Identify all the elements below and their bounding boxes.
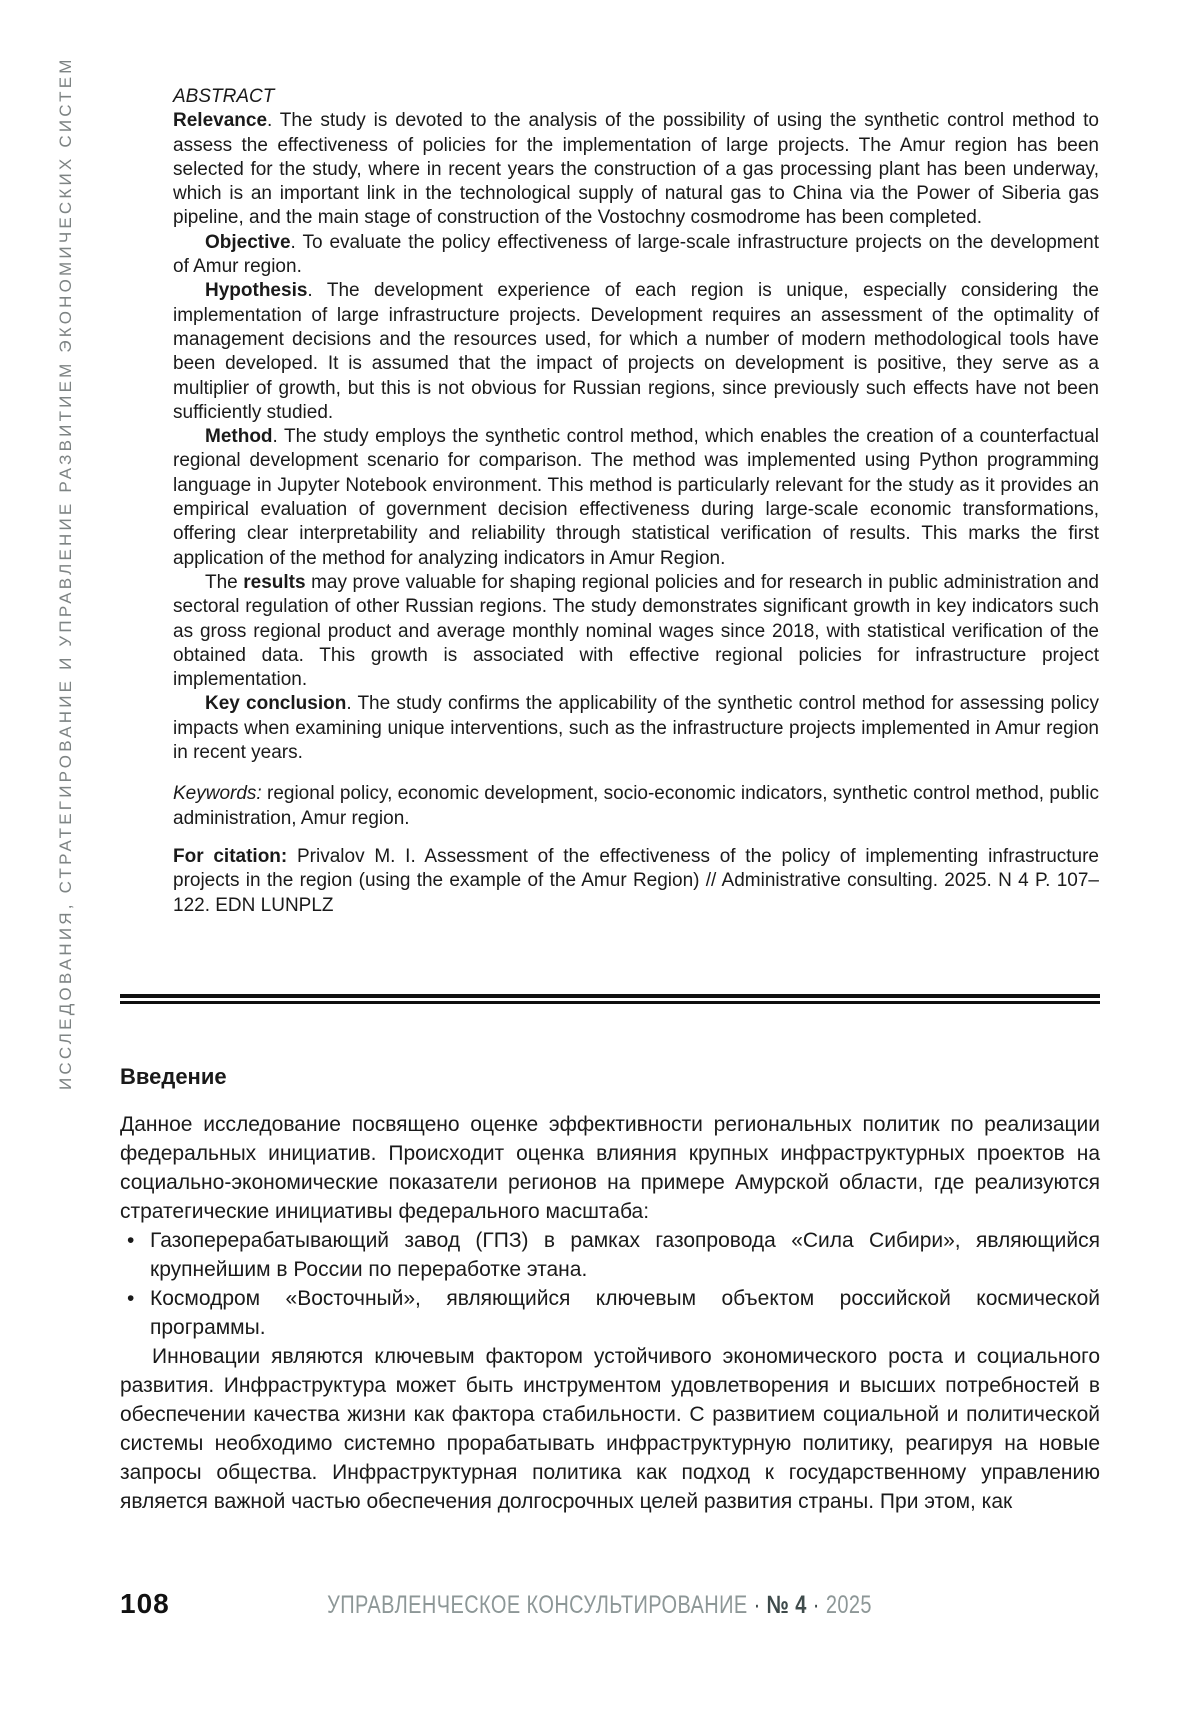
citation-text: Privalov M. I. Assessment of the effectiveness of the policy of implementing infrastructure projects in the region (using the example of the Amur Region) // Administrative consulting. 2025. N 4 P. 107–122. EDN LUNPLZ [173,845,1099,916]
section-vertical-label: ИССЛЕДОВАНИЯ, СТРАТЕГИРОВАНИЕ И УПРАВЛЕНИЕ РАЗВИТИЕМ ЭКОНОМИЧЕСКИХ СИСТЕМ [56,56,75,1090]
citation-label: For citation: [173,845,288,867]
paragraph-text: To evaluate the policy effectiveness of large-scale infrastructure projects on the development of Amur region. [173,231,1099,278]
double-rule-divider [120,994,1100,1004]
bullet-icon: • [127,1287,135,1310]
journal-footer-line [0,1591,1200,1620]
paragraph-text: The study employs the synthetic control method, which enables the creation of a counterfactual regional development scenario for comparison. The method was implemented using Python programming language in Jupyter Notebook environment. This method is particularly relevant for the study as it provides an empirical evaluation of government decision effectiveness during large-scale economic transformations, offering clear interpretability and reliability through statistical verification of results. This marks the first application of the method for analyzing indicators in Amur Region. [173,426,1099,569]
paragraph-text: The development experience of each region is unique, especially considering the implementation of large infrastructure projects. Development requires an assessment of the optimality of management decisions and the resources used, for which a number of modern methodological tools have been developed. It is assumed that the impact of projects on development is positive, they serve as a multiplier of growth, but this is not obvious for Russian regions, since previously such effects have not been sufficiently studied. [173,280,1099,423]
keywords-paragraph [173,782,1099,831]
abstract-paragraph-key-conclusion [173,692,1099,765]
list-item [120,1284,1100,1342]
introduction-heading: Введение [120,1064,227,1089]
abstract-paragraph-hypothesis [173,279,1099,425]
paragraph-separator: . [290,231,303,253]
abstract-paragraph-objective [173,231,1099,280]
citation-paragraph [173,845,1099,918]
paragraph-label: Objective [205,231,291,253]
paragraph-text: may prove valuable for shaping regional policies and for research in public administration and sectoral regulation of other Russian regions. The study demonstrates significant growth in key indicators such as gross regional product and average monthly nominal wages since 2018, with statistical verification of the obtained data. This growth is associated with effective regional policies for infrastructure project implementation. [173,571,1099,691]
paragraph-label: results [243,571,306,593]
paragraph-label: Hypothesis [205,280,308,302]
paragraph-separator: . [267,110,280,132]
issue-number: № 4 [767,1591,808,1619]
paragraph-separator: . [272,426,284,448]
keywords-text: regional policy, economic development, socio-economic indicators, synthetic control method, public administration, Amur region. [173,783,1099,829]
abstract-paragraph-relevance [173,109,1099,230]
list-item-text: Космодром «Восточный», являющийся ключевым объектом российской космической программы. [150,1287,1100,1339]
issue-year: 2025 [826,1591,873,1619]
page-footer [0,1588,1200,1622]
list-item-text: Газоперерабатывающий завод (ГПЗ) в рамках газопровода «Сила Сибири», являющийся крупнейшим в России по переработке этана. [150,1229,1100,1281]
footer-separator-dot: · [754,1591,762,1619]
paragraph-label: Key conclusion [205,693,347,715]
paragraph-text: The study confirms the applicability of the synthetic control method for assessing policy impacts when examining unique interventions, such as the infrastructure projects implemented in Amur region in recent years. [173,693,1100,764]
abstract-heading: ABSTRACT [173,86,275,107]
abstract-paragraph-method [173,425,1099,571]
paragraph-text: The study is devoted to the analysis of the possibility of using the synthetic control method to assess the effectiveness of policies for the implementation of large projects. The Amur region has been selected for the study, where in recent years the construction of a gas processing plant has been underway, which is an important link in the technological supply of natural gas to China via the Power of Siberia gas pipeline, and the main stage of construction of the Vostochny cosmodrome has been completed. [173,110,1099,229]
intro-paragraph-1: Данное исследование посвящено оценке эффективности региональных политик по реализации федеральных инициатив. Происходит оценка влияния крупных инфраструктурных проектов на социально-экономические показатели регионов на примере Амурской области, где реализуются стратегические инициативы федерального масштаба: [120,1113,1100,1223]
paragraph-separator: . [346,693,358,715]
keywords-label: Keywords: [173,783,262,805]
list-item [120,1226,1100,1284]
paragraph-separator: . [307,280,327,302]
footer-separator-dot: · [813,1591,821,1619]
paragraph-prefix: The [205,571,244,593]
introduction-section [120,1110,1100,1516]
journal-name: УПРАВЛЕНЧЕСКОЕ КОНСУЛЬТИРОВАНИЕ [327,1591,749,1619]
page-number: 108 [120,1588,170,1619]
paragraph-label: Relevance [173,110,268,132]
paragraph-label: Method [205,426,273,448]
abstract-paragraph-results [173,571,1099,692]
bullet-icon: • [127,1229,135,1252]
abstract-section [173,85,1099,918]
intro-paragraph-2: Инновации являются ключевым фактором устойчивого экономического роста и социального развития. Инфраструктура может быть инструментом удовлетворения и высших потребностей в обеспечении качества жизни как фактора стабильности. С развитием социальной и политической системы необходимо системно прорабатывать инфраструктурную политику, реагируя на новые запросы общества. Инфраструктурная политика как подход к государственному управлению является важной частью обеспечения долгосрочных целей развития страны. При этом, как [120,1345,1100,1513]
